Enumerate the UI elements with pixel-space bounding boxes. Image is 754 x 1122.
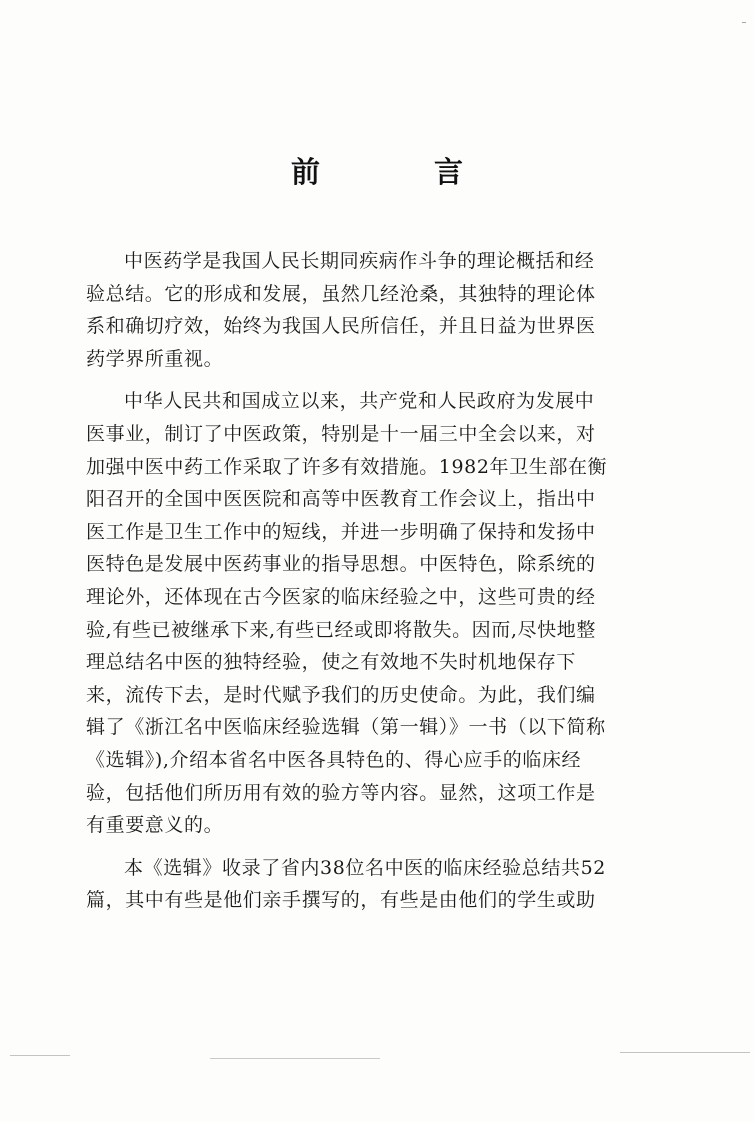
text-line: 本《选辑》收录了省内38位名中医的临床经验总结共52 xyxy=(124,856,606,879)
text-line: 理总结名中医的独特经验，使之有效地不失时机地保存下 xyxy=(86,651,577,674)
text-line: 来，流传下去，是时代赋予我们的历史使命。为此，我们编 xyxy=(86,683,596,706)
text-line: 中医药学是我国人民长期同疾病作斗争的理论概括和经 xyxy=(124,250,595,272)
body-text xyxy=(86,245,656,917)
text-line: 验总结。它的形成和发展，虽然几经沧桑，其独特的理论体 xyxy=(86,282,596,305)
text-line: 医工作是卫生工作中的短线，并进一步明确了保持和发扬中 xyxy=(86,520,596,543)
text-line: 药学界所重视。 xyxy=(86,347,224,370)
text-line: 有重要意义的。 xyxy=(86,814,224,837)
text-line: 系和确切疗效，始终为我国人民所信任，并且日益为世界医 xyxy=(86,315,596,338)
scan-artifact xyxy=(742,22,746,23)
text-line: 加强中医中药工作采取了许多有效措施。1982年卫生部在衡 xyxy=(86,455,608,478)
text-line: 医事业，制订了中医政策，特别是十一届三中全会以来，对 xyxy=(86,422,596,445)
text-line: 《选辑》),介绍本省名中医各具特色的、得心应手的临床经 xyxy=(86,748,582,771)
paragraph-1 xyxy=(86,245,656,375)
scan-artifact xyxy=(10,1055,70,1056)
page-title: 前 言 xyxy=(290,155,516,189)
paragraph-2 xyxy=(86,385,656,841)
text-line: 理论外，还体现在古今医家的临床经验之中，这些可贵的经 xyxy=(86,585,596,608)
scan-artifact xyxy=(620,1052,750,1053)
text-line: 辑了《浙江名中医临床经验选辑（第一辑）》一书（以下简称 xyxy=(86,716,606,739)
paragraph-3 xyxy=(86,852,656,917)
text-line: 医特色是发展中医药事业的指导思想。中医特色，除系统的 xyxy=(86,553,596,576)
text-line: 中华人民共和国成立以来，共产党和人民政府为发展中 xyxy=(124,390,595,413)
text-line: 验，包括他们所历用有效的验方等内容。显然，这项工作是 xyxy=(86,781,596,804)
text-line: 验,有些已被继承下来,有些已经或即将散失。因而,尽快地整 xyxy=(86,618,596,641)
text-line: 阳召开的全国中医医院和高等中医教育工作会议上，指出中 xyxy=(86,488,596,511)
text-line: 篇，其中有些是他们亲手撰写的，有些是由他们的学生或助 xyxy=(86,889,596,912)
scan-artifact xyxy=(210,1058,380,1059)
